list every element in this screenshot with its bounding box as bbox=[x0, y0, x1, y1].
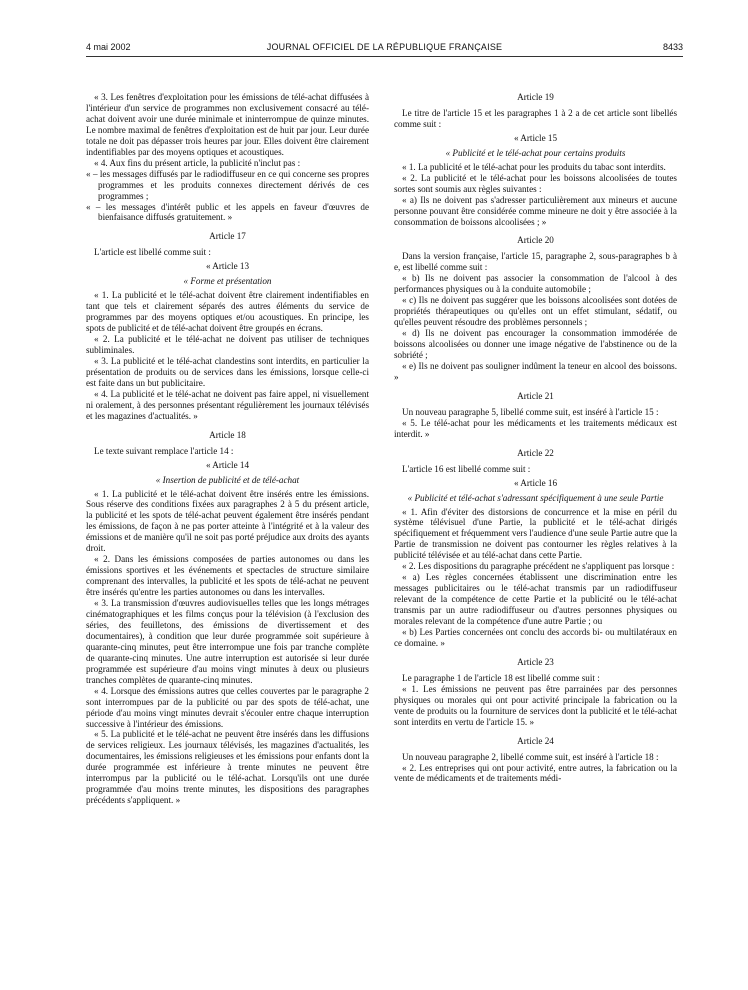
paragraph: « 2. Les entreprises qui ont pour activité, entre autres, la fabrication ou la vente de médicaments et de traitements médi- bbox=[394, 762, 677, 784]
paragraph: « 1. Afin d'éviter des distorsions de concurrence et la mise en péril du système télévisuel d'une Partie, la publicité et le télé-achat dirigés spécifiquement et fréquemment vers l'audience d'une seule Partie autre que la Partie de transmission ne doivent pas contourner les règles relatives à la publicité télévisée et au télé-achat dans cette Partie. bbox=[394, 506, 678, 561]
quoted-article-heading: « Article 15 bbox=[513, 132, 558, 143]
paragraph: « d) Ils ne doivent pas encourager la consommation immodérée de boissons alcoolisées ou donner une image négative de l'abstinence ou de la sobriété ; bbox=[394, 328, 677, 361]
paragraph: « 2. La publicité et le télé-achat pour les boissons alcoolisées de toutes sortes sont soumis aux règles suivantes : bbox=[394, 172, 677, 194]
right-column bbox=[394, 92, 677, 784]
paragraph: Le paragraphe 1 de l'article 18 est libellé comme suit : bbox=[402, 672, 600, 683]
dash-item: « – les messages diffusés par le radiodiffuseur en ce qui concerne ses propres programmes et les produits connexes directement dérivés de ces programmes ; bbox=[86, 168, 369, 201]
paragraph: « 2. La publicité et le télé-achat ne doivent pas utiliser de techniques subliminales. bbox=[86, 334, 369, 356]
paragraph: « 2. Les dispositions du paragraphe précédent ne s'appliquent pas lorsque : bbox=[402, 561, 675, 572]
paragraph: « 5. Le télé-achat pour les médicaments et les traitements médicaux est interdit. » bbox=[394, 417, 677, 439]
paragraph: « 4. Aux fins du présent article, la publicité n'inclut pas : bbox=[94, 157, 301, 168]
paragraph: « 4. Lorsque des émissions autres que celles couvertes par le paragraphe 2 sont interrompues par de la publicité ou par des spots de télé-achat, une période d'au moins vingt minutes devrait s'écouler entre chaque interruption successive à l'intérieur des émissions. bbox=[86, 685, 369, 729]
paragraph: « b) Les Parties concernées ont conclu des accords bi- ou multilatéraux en ce domaine. » bbox=[394, 626, 677, 648]
left-column bbox=[86, 92, 369, 806]
paragraph: « 2. Dans les émissions composées de parties autonomes ou dans les émissions sportives et les événements et spectacles de structure similaire comprenant des intervalles, la publicité et les spots de télé-achat ne peuvent être insérés qu'entre les parties autonomes ou dans les intervalles. bbox=[86, 554, 369, 598]
paragraph: « 1. Les émissions ne peuvent pas être parrainées par des personnes physiques ou morales qui ont pour activité principale la fabrication ou la vente de produits ou la fourniture de services dont la publicité et le télé-achat sont interdits en vertu de l'article 15. » bbox=[394, 683, 677, 727]
paragraph: L'article est libellé comme suit : bbox=[94, 247, 211, 258]
quoted-article-heading: « Article 16 bbox=[513, 477, 558, 488]
article-heading: Article 23 bbox=[517, 656, 554, 667]
page-header bbox=[86, 42, 683, 56]
issue-date: 4 mai 2002 bbox=[86, 42, 131, 52]
paragraph: « 5. La publicité et le télé-achat ne peuvent être insérés dans les diffusions de services religieux. Les journaux télévisés, les magazines d'actualités, les documentaires, les émissions religieuses et les émissions pour enfants dont la durée programmée est inférieure à trente minutes ne peuvent être interrompus par la publicité ou le télé-achat. Lorsqu'ils ont une durée programmée d'au moins trente minutes, les dispositions des paragraphes précédents s'appliquent. » bbox=[86, 729, 369, 806]
paragraph: « e) Ils ne doivent pas souligner indûment la teneur en alcool des boissons. » bbox=[394, 360, 677, 382]
journal-title: JOURNAL OFFICIEL DE LA RÉPUBLIQUE FRANÇAISE bbox=[266, 42, 503, 52]
paragraph: L'article 16 est libellé comme suit : bbox=[402, 463, 531, 474]
paragraph: « 3. La transmission d'œuvres audiovisuelles telles que les longs métrages cinématographiques et les films conçus pour la télévision (à l'exclusion des séries, des feuilletons, des émissions de divertissement et des documentaires), à condition que leur durée programmée soit supérieure à quarante-cinq minutes, peut être interrompue une fois par tranche complète de quarante-cinq minutes. Une autre interruption est autorisée si leur durée programmée est supérieure d'au moins vingt minutes à deux ou plusieurs tranches complètes de quarante-cinq minutes. bbox=[86, 598, 369, 685]
header-rule bbox=[86, 56, 683, 57]
article-heading: Article 20 bbox=[517, 235, 554, 246]
paragraph: « 4. La publicité et le télé-achat ne doivent pas faire appel, ni visuellement ni oralement, à des personnes présentant régulièrement les journaux télévisés et les magazines d'actualités. » bbox=[86, 388, 369, 421]
article-heading: Article 19 bbox=[517, 92, 554, 102]
paragraph: « 1. La publicité et le télé-achat doivent être clairement indentifiables en tant que tels et clairement séparés des autres éléments du service de programmes par des moyens optiques et/ou acoustiques. En principe, les spots de publicité et de télé-achat doivent être groupés en écrans. bbox=[86, 290, 369, 334]
paragraph: « 1. La publicité et le télé-achat pour les produits du tabac sont interdits. bbox=[402, 161, 666, 172]
paragraph: « a) Ils ne doivent pas s'adresser particulièrement aux mineurs et aucune personne pouvant être considérée comme mineure ne doit y être associée à la consommation de boissons alcoolisées ; » bbox=[394, 194, 677, 227]
article-heading: Article 24 bbox=[517, 735, 554, 746]
article-subtitle: « Forme et présentation bbox=[183, 276, 272, 287]
article-heading: Article 21 bbox=[517, 390, 554, 401]
quoted-article-heading: « Article 14 bbox=[205, 459, 250, 470]
paragraph: « c) Ils ne doivent pas suggérer que les boissons alcoolisées sont dotées de propriétés thérapeutiques ou qu'elles ont un effet stimulant, sédatif, ou qu'elles peuvent résoudre des problèmes personnels ; bbox=[394, 295, 677, 328]
article-heading: Article 17 bbox=[209, 231, 246, 242]
paragraph: « 3. La publicité et le télé-achat clandestins sont interdits, en particulier la présentation de produits ou de services dans les émissions, lorsque celle-ci est faite dans un but publicitaire. bbox=[86, 355, 369, 388]
quoted-article-heading: « Article 13 bbox=[205, 261, 250, 272]
paragraph: Un nouveau paragraphe 5, libellé comme suit, est inséré à l'article 15 : bbox=[402, 406, 659, 417]
paragraph: Dans la version française, l'article 15, paragraphe 2, sous-paragraphes b à e, est libellé comme suit : bbox=[394, 251, 677, 273]
article-subtitle: « Insertion de publicité et de télé-achat bbox=[155, 474, 300, 485]
article-heading: Article 18 bbox=[209, 429, 246, 440]
article-subtitle: « Publicité et télé-achat s'adressant spécifiquement à une seule Partie bbox=[407, 492, 664, 503]
paragraph: « 3. Les fenêtres d'exploitation pour les émissions de télé-achat diffusées à l'intérieur d'un service de programmes non exclusivement consacré au télé-achat doivent avoir une durée minimale et ininterrompue de quinze minutes. Le nombre maximal de fenêtres d'exploitation est de huit par jour. Leur durée totale ne doit pas dépasser trois heures par jour. Elles doivent être clairement indentifiables par des moyens optiques et acoustiques. bbox=[86, 92, 369, 157]
paragraph: Le titre de l'article 15 et les paragraphes 1 à 2 a de cet article sont libellés comme suit : bbox=[394, 107, 677, 129]
paragraph: « a) Les règles concernées établissent une discrimination entre les messages publicitaires ou le télé-achat transmis par un radiodiffuseur relevant de la compétence de cette Partie et la publicité ou le télé-achat transmis par un autre radiodiffuseur ou d'autres personnes physiques ou morales relevant de la compétence d'une autre Partie ; ou bbox=[394, 572, 677, 627]
dash-item: « – les messages d'intérêt public et les appels en faveur d'œuvres de bienfaisance diffusés gratuitement. » bbox=[86, 201, 369, 223]
paragraph: Le texte suivant remplace l'article 14 : bbox=[94, 445, 234, 456]
page-number: 8433 bbox=[662, 42, 683, 52]
paragraph: Un nouveau paragraphe 2, libellé comme suit, est inséré à l'article 18 : bbox=[402, 751, 659, 762]
paragraph: « b) Ils ne doivent pas associer la consommation de l'alcool à des performances physiques ou à la conduite automobile ; bbox=[394, 273, 677, 295]
article-heading: Article 22 bbox=[517, 447, 554, 458]
article-subtitle: « Publicité et le télé-achat pour certains produits bbox=[445, 147, 626, 158]
paragraph: « 1. La publicité et le télé-achat doivent être insérés entre les émissions. Sous réserve des conditions fixées aux paragraphes 2 à 5 du présent article, la publicité et les spots de télé-achat peuvent également être insérés pendant les émissions, de façon à ne pas porter atteinte à l'intégrité et à la valeur des émissions et de manière qu'il ne soit pas porté préjudice aux droits des ayants droit. bbox=[86, 488, 369, 554]
